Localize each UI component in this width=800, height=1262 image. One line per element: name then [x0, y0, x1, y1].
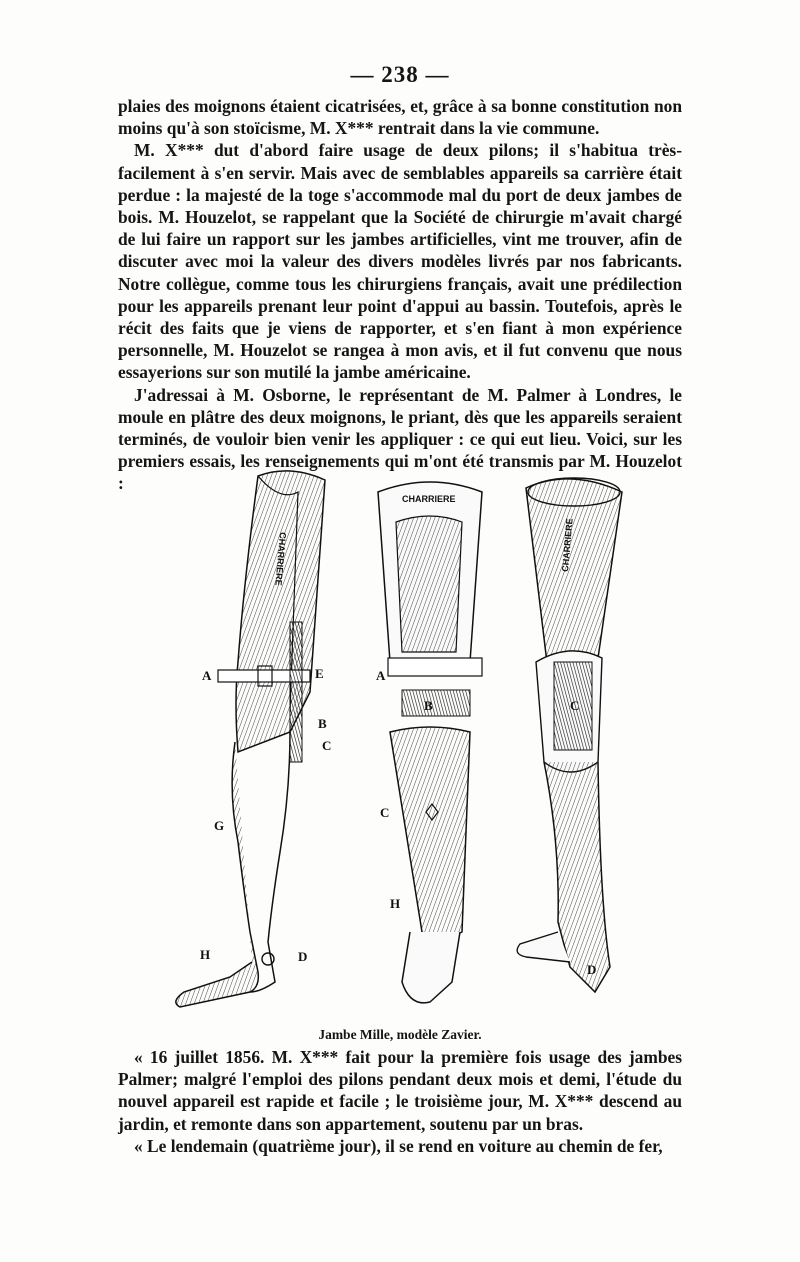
- prosthetic-legs-illustration: [140, 462, 680, 1022]
- brand-mark-left: CHARRIERE: [273, 531, 288, 587]
- label-g: G: [214, 818, 225, 833]
- brand-mark-right: CHARRIERE: [560, 517, 575, 573]
- label-d: D: [587, 962, 597, 977]
- middle-leg-drawing: [376, 482, 482, 1003]
- left-leg-drawing: [176, 471, 332, 1007]
- label-a: A: [376, 668, 386, 683]
- body-text-bottom: [118, 1046, 682, 1157]
- paragraph: plaies des moignons étaient cicatrisées, et, grâce à sa bonne constitution non moins qu'à son stoïcisme, M. X*** rentrait dans la vie commune.: [118, 96, 682, 139]
- paragraph: J'adressai à M. Osborne, le représentant de M. Palmer à Londres, le moule en plâtre des deux moignons, le priant, dès que les appareils seraient terminés, de vouloir bien venir les appliquer : ce qui eut lieu. Voici, sur les premiers essais, les renseignements qui m'ont été transmis par M. Houzelot :: [118, 384, 682, 494]
- label-d: D: [298, 949, 308, 964]
- label-b: B: [424, 698, 433, 713]
- label-c: C: [570, 698, 580, 713]
- label-c: C: [322, 738, 332, 753]
- page-number-header: — 238 —: [350, 62, 450, 87]
- engraving-svg: [140, 462, 680, 1022]
- label-c: C: [380, 805, 390, 820]
- label-e: E: [315, 666, 324, 681]
- label-h: H: [390, 896, 401, 911]
- figure-caption: Jambe Mille, modèle Zavier.: [318, 1027, 482, 1042]
- paragraph: « 16 juillet 1856. M. X*** fait pour la première fois usage des jambes Palmer; malgré l'emploi des pilons pendant deux mois et demi, l'étude du nouvel appareil est rapide et facile ; le troisième jour, M. X*** descend au jardin, et remonte dans son appartement, soutenu par un bras.: [118, 1047, 682, 1134]
- label-h: H: [200, 947, 211, 962]
- label-b: B: [318, 716, 327, 731]
- brand-mark-center: CHARRIERE: [402, 494, 456, 504]
- right-leg-drawing: [517, 478, 622, 992]
- body-text-top: [118, 95, 682, 495]
- paragraph: « Le lendemain (quatrième jour), il se rend en voiture au chemin de fer,: [134, 1135, 663, 1156]
- paragraph: M. X*** dut d'abord faire usage de deux pilons; il s'habitua très-facilement à s'en servir. Mais avec de semblables appareils sa carrière était perdue : la majesté de la toge s'accommode mal du port de deux jambes de bois. M. Houzelot, se rappelant que la Société de chirurgie m'avait chargé de lui faire un rapport sur les jambes artificielles, vint me trouver, afin de discuter avec moi la valeur des divers modèles livrés par nos fabricants. Notre collègue, comme tous les chirurgiens français, avait une prédilection pour les appareils prenant leur point d'appui au bassin. Toutefois, après le récit des faits que je viens de rapporter, et s'en fiant à mon expérience personnelle, M. Houzelot se rangea à mon avis, et il fut convenu que nous essayerions sur son mutilé la jambe américaine.: [118, 140, 682, 383]
- label-a: A: [202, 668, 212, 683]
